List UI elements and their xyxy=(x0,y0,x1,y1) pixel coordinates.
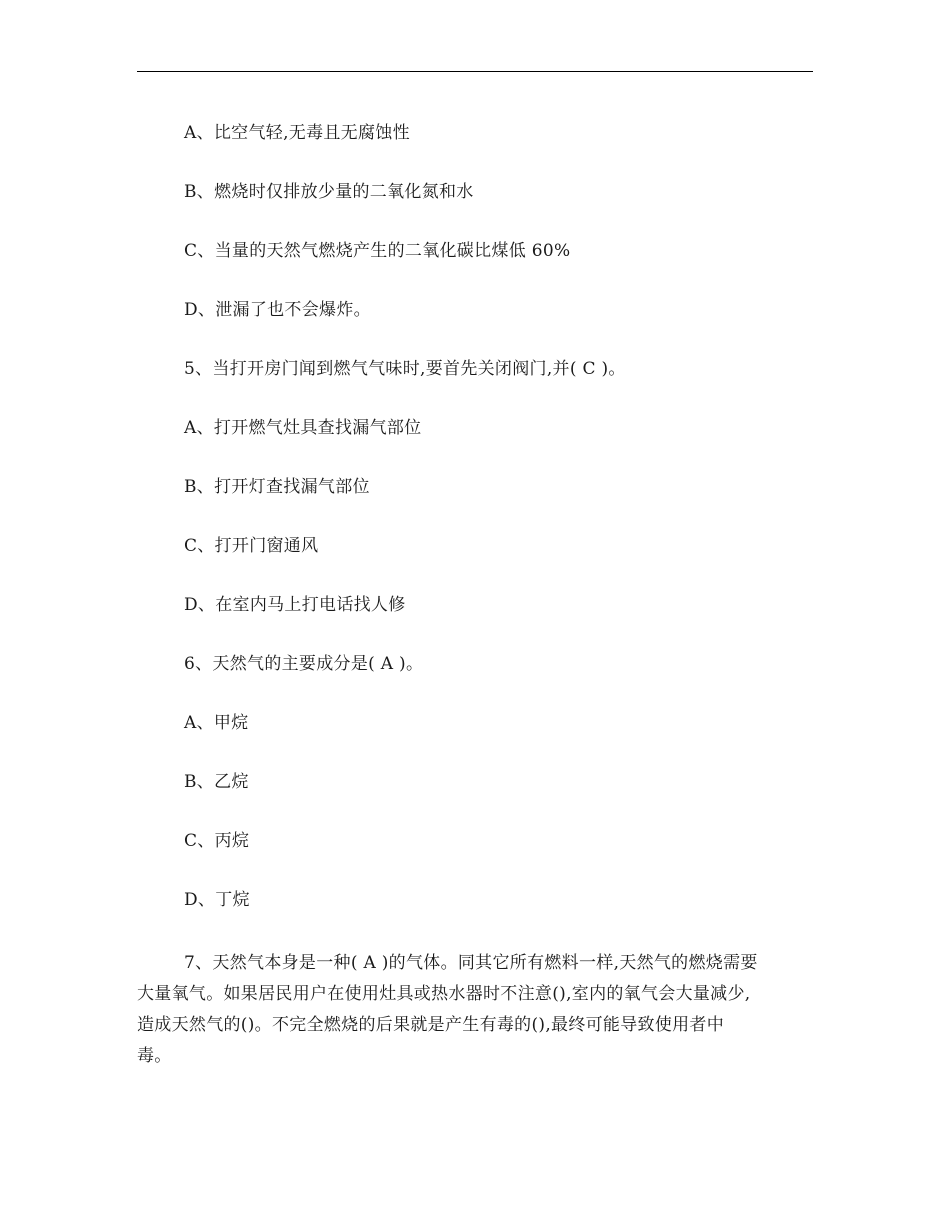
option-a-q6: A、甲烷 xyxy=(184,713,249,733)
question-7-line-1: 7、天然气本身是一种( A )的气体。同其它所有燃料一样,天然气的燃烧需要 xyxy=(184,953,758,973)
option-b-q5: B、打开灯查找漏气部位 xyxy=(184,477,370,497)
question-6: 6、天然气的主要成分是( A )。 xyxy=(184,654,424,674)
question-7-line-4: 毒。 xyxy=(137,1046,172,1066)
question-7-paragraph xyxy=(137,948,813,1072)
option-b-q6: B、乙烷 xyxy=(184,772,249,792)
question-5: 5、当打开房门闻到燃气气味时,要首先关闭阀门,并( C )。 xyxy=(184,359,626,379)
question-7-line-2: 大量氧气。如果居民用户在使用灶具或热水器时不注意(),室内的氧气会大量减少, xyxy=(137,984,751,1004)
option-c-q4: C、当量的天然气燃烧产生的二氧化碳比煤低 60% xyxy=(184,241,571,261)
option-a-q5: A、打开燃气灶具查找漏气部位 xyxy=(184,418,422,438)
option-d-q4: D、泄漏了也不会爆炸。 xyxy=(184,300,371,320)
question-7-line-3: 造成天然气的()。不完全燃烧的后果就是产生有毒的(),最终可能导致使用者中 xyxy=(137,1015,725,1035)
option-d-q6: D、丁烷 xyxy=(184,890,250,910)
header-rule xyxy=(137,71,813,72)
option-d-q5: D、在室内马上打电话找人修 xyxy=(184,595,406,615)
option-b-q4: B、燃烧时仅排放少量的二氧化氮和水 xyxy=(184,182,474,202)
option-c-q6: C、丙烷 xyxy=(184,831,250,851)
option-c-q5: C、打开门窗通风 xyxy=(184,536,319,556)
option-a-q4: A、比空气轻,无毒且无腐蚀性 xyxy=(184,123,410,143)
